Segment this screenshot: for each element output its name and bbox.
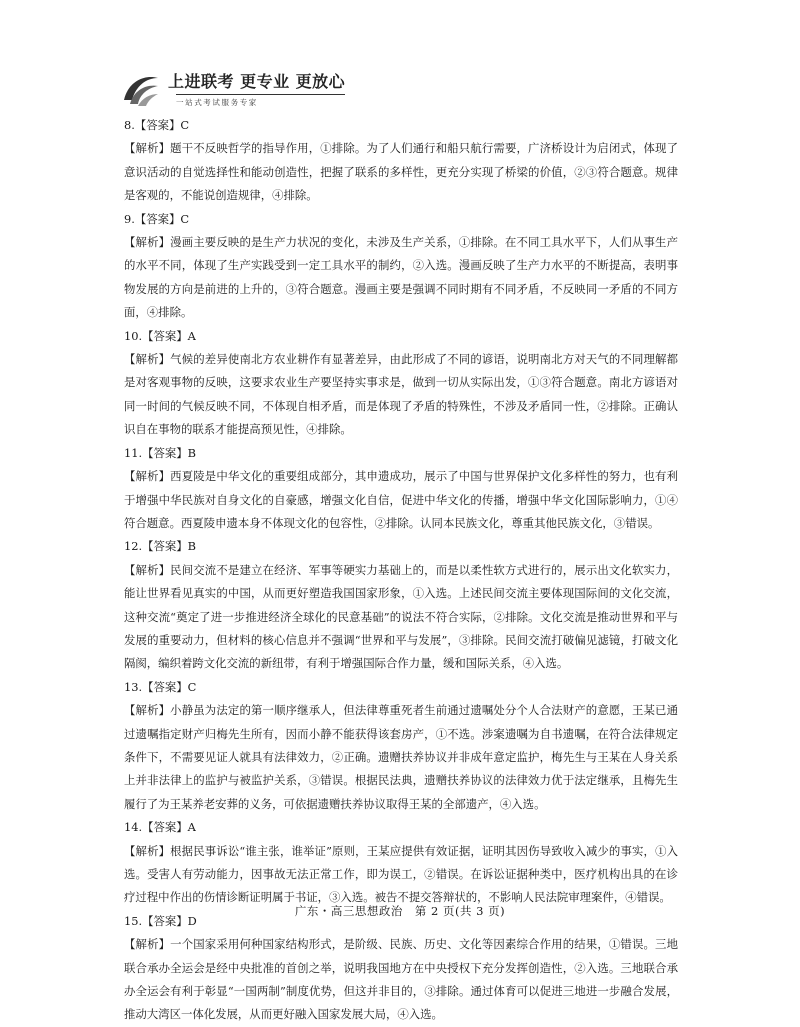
question-block-12	[124, 535, 678, 675]
answer-line: 12.【答案】B	[124, 539, 197, 554]
answer-line: 10.【答案】A	[124, 328, 196, 343]
question-block-14	[124, 816, 678, 910]
page-header	[118, 70, 345, 110]
question-block-9	[124, 208, 678, 325]
question-block-8	[124, 114, 678, 208]
analysis-paragraph: 【解析】题干不反映哲学的指导作用，①排除。为了人们通行和船只航行需要，广济桥设计为启闭式，体现了意识活动的自觉选择性和能动创造性，把握了联系的多样性，更充分实现了桥梁的价值，②③符合题意。规律是客观的，不能说创造规律，④排除。	[124, 141, 678, 203]
analysis-paragraph: 【解析】民间交流不是建立在经济、军事等硬实力基础上的，而是以柔性软方式进行的，展示出文化软实力，能让世界看见真实的中国，从而更好塑造我国国家形象，①入选。上述民间交流主要体现国际间的文化交流，这种交流“奠定了进一步推进经济全球化的民意基础”的说法不符合实际，②排除。文化交流是推动世界和平与发展的重要动力，但材料的核心信息并不强调“世界和平与发展”，③排除。民间交流打破偏见滤镜，打破文化隔阂，编织着跨文化交流的新纽带，有利于增强国际合作力量，缓和国际关系，④入选。	[124, 562, 678, 671]
answer-line: 9.【答案】C	[124, 211, 190, 226]
answer-line: 11.【答案】B	[124, 445, 197, 460]
answer-line: 14.【答案】A	[124, 820, 196, 835]
question-block-11	[124, 442, 678, 536]
answer-line: 13.【答案】C	[124, 679, 197, 694]
analysis-paragraph: 【解析】一个国家采用何种国家结构形式，是阶级、民族、历史、文化等因素综合作用的结果，①错误。三地联合承办全运会是经中央批准的首创之举，说明我国地方在中央授权下充分发挥创造性，②入选。三地联合承办全运会有利于彰显“一国两制”制度优势，但这并非目的，③排除。通过体育可以促进三地进一步融合发展，推动大湾区一体化发展，从而更好融入国家发展大局，④入选。	[124, 937, 678, 1022]
question-block-13	[124, 676, 678, 816]
brand-subtitle: 一站式考试服务专家	[176, 94, 345, 108]
analysis-paragraph: 【解析】西夏陵是中华文化的重要组成部分，其申遗成功，展示了中国与世界保护文化多样性的努力，也有利于增强中华民族对自身文化的自豪感，增强文化自信，促进中华文化的传播，增强中华文化国际影响力，①④符合题意。西夏陵申遗本身不体现文化的包容性，②排除。认同本民族文化，尊重其他民族文化，③错误。	[124, 469, 678, 530]
question-block-10	[124, 325, 678, 442]
analysis-paragraph: 【解析】小静虽为法定的第一顺序继承人，但法律尊重死者生前通过遗嘱处分个人合法财产的意愿，王某已通过遗嘱指定财产归梅先生所有，因而小静不能获得该套房产，①不选。涉案遗嘱为自书遗嘱，在符合法律规定条件下，不需要见证人就具有法律效力，②正确。遗赠扶养协议并非成年意定监护，梅先生与王某在人身关系上并非法律上的监护与被监护关系，③错误。根据民法典，遗赠扶养协议的法律效力优于法定继承，且梅先生履行了为王某养老安葬的义务，可依据遗赠扶养协议取得王某的全部遗产，④入选。	[124, 703, 678, 811]
analysis-paragraph: 【解析】气候的差异使南北方农业耕作有显著差异，由此形成了不同的谚语，说明南北方对天气的不同理解都是对客观事物的反映，这要求农业生产要坚持实事求是，做到一切从实际出发，①③符合题意。南北方谚语对同一时间的气候反映不同，不体现自相矛盾，而是体现了矛盾的特殊性，不涉及矛盾同一性，②排除。正确认识自在事物的联系才能提高预见性，④排除。	[124, 352, 678, 437]
brand-logo-icon	[118, 70, 162, 110]
analysis-paragraph: 【解析】根据民事诉讼“谁主张，谁举证”原则，王某应提供有效证据，证明其因伤导致收入减少的事实，①入选。受害人有劳动能力，因事故无法正常工作，即为误工，②错误。在诉讼证据种类中，医疗机构出具的在诊疗过程中作出的伤情诊断证明属于书证，③入选。被告不提交答辩状的，不影响人民法院审理案件，④错误。	[124, 843, 678, 905]
answer-analysis-content	[124, 114, 678, 1027]
page-footer: 广东・高三思想政治 第 2 页(共 3 页)	[294, 904, 506, 918]
answer-line: 15.【答案】D	[124, 913, 197, 928]
analysis-paragraph: 【解析】漫画主要反映的是生产力状况的变化，未涉及生产关系，①排除。在不同工具水平下，人们从事生产的水平不同，体现了生产实践受到一定工具水平的制约，②入选。漫画反映了生产力水平的不断提高，表明事物发展的方向是前进的上升的，③符合题意。漫画主要是强调不同时期有不同矛盾，不反映同一矛盾的不同方面，④排除。	[124, 235, 678, 320]
answer-line: 8.【答案】C	[124, 118, 190, 132]
question-block-15	[124, 910, 678, 1027]
brand-slogan: 上进联考 更专业 更放心	[168, 71, 346, 91]
